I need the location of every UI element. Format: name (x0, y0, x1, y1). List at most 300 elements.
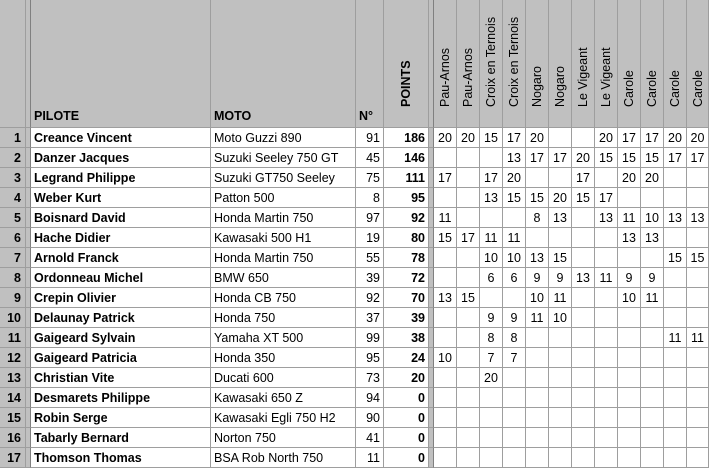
header-race-8[interactable] (595, 0, 618, 128)
cell-race-score[interactable] (595, 368, 618, 388)
cell-race-score[interactable]: 20 (457, 128, 480, 148)
cell-moto[interactable]: Yamaha XT 500 (211, 328, 356, 348)
cell-race-score[interactable] (457, 408, 480, 428)
cell-race-score[interactable] (480, 388, 503, 408)
cell-race-score[interactable] (549, 128, 572, 148)
cell-race-score[interactable] (664, 388, 687, 408)
cell-race-score[interactable] (457, 308, 480, 328)
cell-race-score[interactable] (572, 208, 595, 228)
cell-race-score[interactable] (595, 308, 618, 328)
cell-race-score[interactable]: 20 (641, 168, 664, 188)
cell-race-score[interactable] (595, 448, 618, 468)
cell-race-score[interactable]: 9 (526, 268, 549, 288)
row-number[interactable]: 7 (0, 248, 26, 268)
row-number[interactable]: 16 (0, 428, 26, 448)
row-number[interactable]: 11 (0, 328, 26, 348)
cell-race-score[interactable]: 10 (434, 348, 457, 368)
row-number[interactable]: 15 (0, 408, 26, 428)
cell-race-score[interactable] (687, 448, 709, 468)
cell-race-score[interactable] (526, 408, 549, 428)
cell-race-score[interactable]: 17 (434, 168, 457, 188)
cell-race-score[interactable] (434, 448, 457, 468)
cell-race-score[interactable] (457, 448, 480, 468)
cell-race-score[interactable] (595, 228, 618, 248)
cell-race-score[interactable] (457, 248, 480, 268)
cell-race-score[interactable] (480, 148, 503, 168)
cell-moto[interactable]: Kawasaki 650 Z (211, 388, 356, 408)
cell-race-score[interactable]: 13 (503, 148, 526, 168)
cell-race-score[interactable]: 11 (549, 288, 572, 308)
cell-num[interactable]: 11 (356, 448, 384, 468)
cell-points[interactable]: 146 (384, 148, 429, 168)
cell-race-score[interactable]: 6 (503, 268, 526, 288)
cell-race-score[interactable] (664, 228, 687, 248)
cell-points[interactable]: 38 (384, 328, 429, 348)
cell-race-score[interactable] (618, 368, 641, 388)
header-num[interactable] (356, 0, 384, 128)
header-race-9[interactable] (618, 0, 641, 128)
row-number[interactable]: 13 (0, 368, 26, 388)
cell-pilote[interactable]: Gaigeard Sylvain (31, 328, 211, 348)
cell-num[interactable]: 39 (356, 268, 384, 288)
cell-num[interactable]: 91 (356, 128, 384, 148)
cell-race-score[interactable] (503, 388, 526, 408)
cell-race-score[interactable]: 10 (618, 288, 641, 308)
cell-race-score[interactable] (641, 248, 664, 268)
cell-race-score[interactable]: 11 (434, 208, 457, 228)
cell-race-score[interactable]: 10 (480, 248, 503, 268)
cell-race-score[interactable] (687, 368, 709, 388)
cell-points[interactable]: 186 (384, 128, 429, 148)
cell-race-score[interactable]: 15 (641, 148, 664, 168)
cell-race-score[interactable] (526, 228, 549, 248)
cell-race-score[interactable] (572, 428, 595, 448)
cell-race-score[interactable] (687, 188, 709, 208)
cell-pilote[interactable]: Ordonneau Michel (31, 268, 211, 288)
cell-race-score[interactable] (549, 168, 572, 188)
cell-race-score[interactable] (664, 368, 687, 388)
cell-race-score[interactable]: 20 (595, 128, 618, 148)
cell-race-score[interactable]: 15 (480, 128, 503, 148)
cell-race-score[interactable] (641, 308, 664, 328)
cell-race-score[interactable] (618, 448, 641, 468)
cell-race-score[interactable] (687, 428, 709, 448)
header-points[interactable] (384, 0, 429, 128)
cell-num[interactable]: 75 (356, 168, 384, 188)
header-race-12[interactable] (687, 0, 709, 128)
cell-points[interactable]: 0 (384, 448, 429, 468)
header-race-5[interactable] (526, 0, 549, 128)
cell-race-score[interactable]: 17 (572, 168, 595, 188)
cell-moto[interactable]: Kawasaki 500 H1 (211, 228, 356, 248)
cell-points[interactable]: 0 (384, 428, 429, 448)
cell-pilote[interactable]: Weber Kurt (31, 188, 211, 208)
cell-race-score[interactable]: 20 (526, 128, 549, 148)
cell-moto[interactable]: BSA Rob North 750 (211, 448, 356, 468)
cell-race-score[interactable] (526, 348, 549, 368)
cell-pilote[interactable]: Tabarly Bernard (31, 428, 211, 448)
cell-race-score[interactable] (549, 428, 572, 448)
row-number[interactable]: 9 (0, 288, 26, 308)
cell-pilote[interactable]: Boisnard David (31, 208, 211, 228)
cell-pilote[interactable]: Desmarets Philippe (31, 388, 211, 408)
cell-race-score[interactable]: 13 (572, 268, 595, 288)
cell-race-score[interactable] (526, 168, 549, 188)
cell-race-score[interactable]: 9 (641, 268, 664, 288)
cell-race-score[interactable] (457, 368, 480, 388)
cell-race-score[interactable] (641, 408, 664, 428)
cell-race-score[interactable]: 20 (549, 188, 572, 208)
cell-race-score[interactable] (457, 268, 480, 288)
cell-pilote[interactable]: Christian Vite (31, 368, 211, 388)
cell-race-score[interactable]: 7 (480, 348, 503, 368)
cell-points[interactable]: 70 (384, 288, 429, 308)
cell-race-score[interactable] (434, 308, 457, 328)
cell-num[interactable]: 8 (356, 188, 384, 208)
cell-race-score[interactable] (572, 128, 595, 148)
cell-race-score[interactable] (572, 248, 595, 268)
cell-race-score[interactable] (595, 248, 618, 268)
cell-race-score[interactable] (641, 188, 664, 208)
row-number[interactable]: 6 (0, 228, 26, 248)
cell-race-score[interactable]: 17 (641, 128, 664, 148)
cell-moto[interactable]: Honda Martin 750 (211, 208, 356, 228)
cell-race-score[interactable]: 9 (618, 268, 641, 288)
cell-race-score[interactable]: 15 (457, 288, 480, 308)
cell-race-score[interactable] (572, 288, 595, 308)
cell-race-score[interactable]: 13 (595, 208, 618, 228)
cell-race-score[interactable] (687, 228, 709, 248)
cell-moto[interactable]: Moto Guzzi 890 (211, 128, 356, 148)
cell-race-score[interactable] (549, 388, 572, 408)
cell-pilote[interactable]: Delaunay Patrick (31, 308, 211, 328)
cell-race-score[interactable]: 11 (687, 328, 709, 348)
cell-race-score[interactable]: 10 (503, 248, 526, 268)
cell-race-score[interactable] (549, 328, 572, 348)
cell-race-score[interactable]: 15 (687, 248, 709, 268)
cell-race-score[interactable] (549, 368, 572, 388)
cell-pilote[interactable]: Hache Didier (31, 228, 211, 248)
row-number[interactable]: 17 (0, 448, 26, 468)
cell-points[interactable]: 39 (384, 308, 429, 328)
cell-race-score[interactable] (664, 168, 687, 188)
cell-race-score[interactable] (480, 428, 503, 448)
cell-race-score[interactable] (457, 188, 480, 208)
cell-race-score[interactable]: 11 (526, 308, 549, 328)
cell-race-score[interactable]: 17 (480, 168, 503, 188)
cell-moto[interactable]: BMW 650 (211, 268, 356, 288)
cell-moto[interactable]: Suzuki GT750 Seeley (211, 168, 356, 188)
cell-race-score[interactable]: 13 (641, 228, 664, 248)
cell-race-score[interactable]: 20 (503, 168, 526, 188)
cell-race-score[interactable]: 15 (664, 248, 687, 268)
cell-race-score[interactable]: 15 (595, 148, 618, 168)
row-number[interactable]: 12 (0, 348, 26, 368)
cell-race-score[interactable] (641, 448, 664, 468)
cell-points[interactable]: 24 (384, 348, 429, 368)
cell-race-score[interactable]: 8 (503, 328, 526, 348)
cell-race-score[interactable]: 13 (687, 208, 709, 228)
cell-race-score[interactable]: 15 (572, 188, 595, 208)
cell-race-score[interactable] (457, 328, 480, 348)
cell-num[interactable]: 55 (356, 248, 384, 268)
cell-race-score[interactable]: 17 (595, 188, 618, 208)
cell-race-score[interactable] (572, 308, 595, 328)
cell-race-score[interactable] (549, 348, 572, 368)
cell-race-score[interactable]: 13 (664, 208, 687, 228)
cell-race-score[interactable]: 17 (457, 228, 480, 248)
cell-points[interactable]: 80 (384, 228, 429, 248)
cell-race-score[interactable] (503, 448, 526, 468)
cell-points[interactable]: 92 (384, 208, 429, 228)
cell-race-score[interactable] (457, 168, 480, 188)
cell-race-score[interactable] (526, 388, 549, 408)
cell-race-score[interactable] (687, 288, 709, 308)
header-moto[interactable] (211, 0, 356, 128)
cell-moto[interactable]: Honda CB 750 (211, 288, 356, 308)
cell-race-score[interactable] (503, 208, 526, 228)
cell-num[interactable]: 90 (356, 408, 384, 428)
cell-race-score[interactable] (457, 428, 480, 448)
cell-race-score[interactable] (549, 408, 572, 428)
cell-race-score[interactable] (549, 228, 572, 248)
cell-pilote[interactable]: Arnold Franck (31, 248, 211, 268)
row-number[interactable]: 3 (0, 168, 26, 188)
header-race-10[interactable] (641, 0, 664, 128)
cell-race-score[interactable] (549, 448, 572, 468)
cell-race-score[interactable] (595, 348, 618, 368)
cell-race-score[interactable]: 15 (549, 248, 572, 268)
row-number[interactable]: 1 (0, 128, 26, 148)
cell-race-score[interactable]: 10 (549, 308, 572, 328)
cell-race-score[interactable]: 9 (549, 268, 572, 288)
cell-race-score[interactable]: 20 (687, 128, 709, 148)
cell-race-score[interactable] (434, 188, 457, 208)
cell-pilote[interactable]: Gaigeard Patricia (31, 348, 211, 368)
cell-race-score[interactable] (526, 328, 549, 348)
cell-race-score[interactable]: 9 (503, 308, 526, 328)
cell-race-score[interactable]: 17 (618, 128, 641, 148)
cell-points[interactable]: 0 (384, 388, 429, 408)
cell-race-score[interactable] (434, 328, 457, 348)
cell-race-score[interactable] (503, 368, 526, 388)
cell-num[interactable]: 19 (356, 228, 384, 248)
cell-race-score[interactable]: 17 (664, 148, 687, 168)
cell-race-score[interactable]: 20 (618, 168, 641, 188)
cell-race-score[interactable] (526, 448, 549, 468)
cell-race-score[interactable]: 20 (434, 128, 457, 148)
cell-moto[interactable]: Kawasaki Egli 750 H2 (211, 408, 356, 428)
cell-pilote[interactable]: Legrand Philippe (31, 168, 211, 188)
cell-race-score[interactable] (480, 288, 503, 308)
cell-race-score[interactable] (595, 408, 618, 428)
cell-race-score[interactable] (664, 268, 687, 288)
cell-race-score[interactable] (641, 428, 664, 448)
cell-points[interactable]: 72 (384, 268, 429, 288)
cell-race-score[interactable] (618, 308, 641, 328)
cell-pilote[interactable]: Crepin Olivier (31, 288, 211, 308)
cell-moto[interactable]: Honda 350 (211, 348, 356, 368)
cell-race-score[interactable] (434, 428, 457, 448)
cell-race-score[interactable] (457, 388, 480, 408)
row-number[interactable]: 8 (0, 268, 26, 288)
cell-race-score[interactable]: 13 (549, 208, 572, 228)
cell-num[interactable]: 94 (356, 388, 384, 408)
cell-race-score[interactable]: 11 (480, 228, 503, 248)
cell-race-score[interactable] (664, 448, 687, 468)
row-number[interactable]: 5 (0, 208, 26, 228)
cell-race-score[interactable] (664, 308, 687, 328)
cell-race-score[interactable] (572, 408, 595, 428)
cell-race-score[interactable] (434, 268, 457, 288)
cell-moto[interactable]: Honda 750 (211, 308, 356, 328)
cell-race-score[interactable] (434, 388, 457, 408)
cell-race-score[interactable] (641, 348, 664, 368)
header-race-3[interactable] (480, 0, 503, 128)
row-number[interactable]: 14 (0, 388, 26, 408)
row-number[interactable]: 4 (0, 188, 26, 208)
cell-points[interactable]: 95 (384, 188, 429, 208)
cell-race-score[interactable]: 17 (526, 148, 549, 168)
cell-race-score[interactable] (434, 368, 457, 388)
cell-race-score[interactable]: 20 (572, 148, 595, 168)
cell-pilote[interactable]: Thomson Thomas (31, 448, 211, 468)
cell-race-score[interactable] (480, 448, 503, 468)
cell-race-score[interactable] (572, 368, 595, 388)
header-race-1[interactable] (434, 0, 457, 128)
cell-num[interactable]: 95 (356, 348, 384, 368)
cell-race-score[interactable] (480, 208, 503, 228)
cell-race-score[interactable] (457, 208, 480, 228)
cell-race-score[interactable] (595, 328, 618, 348)
cell-race-score[interactable] (457, 148, 480, 168)
cell-race-score[interactable]: 17 (503, 128, 526, 148)
cell-race-score[interactable] (618, 388, 641, 408)
cell-pilote[interactable]: Robin Serge (31, 408, 211, 428)
cell-race-score[interactable]: 9 (480, 308, 503, 328)
header-race-2[interactable] (457, 0, 480, 128)
cell-pilote[interactable]: Creance Vincent (31, 128, 211, 148)
header-race-7[interactable] (572, 0, 595, 128)
cell-points[interactable]: 20 (384, 368, 429, 388)
cell-race-score[interactable]: 20 (480, 368, 503, 388)
cell-race-score[interactable] (595, 168, 618, 188)
cell-race-score[interactable]: 10 (526, 288, 549, 308)
cell-num[interactable]: 73 (356, 368, 384, 388)
cell-race-score[interactable] (664, 188, 687, 208)
cell-race-score[interactable] (457, 348, 480, 368)
row-number[interactable]: 10 (0, 308, 26, 328)
cell-num[interactable]: 41 (356, 428, 384, 448)
cell-race-score[interactable] (595, 388, 618, 408)
cell-race-score[interactable]: 8 (480, 328, 503, 348)
header-race-11[interactable] (664, 0, 687, 128)
cell-race-score[interactable] (503, 288, 526, 308)
cell-race-score[interactable] (641, 388, 664, 408)
cell-num[interactable]: 97 (356, 208, 384, 228)
cell-num[interactable]: 99 (356, 328, 384, 348)
cell-race-score[interactable] (434, 248, 457, 268)
cell-race-score[interactable] (687, 268, 709, 288)
cell-moto[interactable]: Ducati 600 (211, 368, 356, 388)
cell-race-score[interactable] (572, 388, 595, 408)
cell-race-score[interactable] (687, 408, 709, 428)
cell-points[interactable]: 78 (384, 248, 429, 268)
cell-race-score[interactable] (687, 388, 709, 408)
header-race-6[interactable] (549, 0, 572, 128)
cell-race-score[interactable]: 11 (641, 288, 664, 308)
cell-points[interactable]: 111 (384, 168, 429, 188)
cell-race-score[interactable] (618, 428, 641, 448)
cell-race-score[interactable]: 13 (526, 248, 549, 268)
cell-race-score[interactable] (480, 408, 503, 428)
cell-race-score[interactable] (687, 308, 709, 328)
cell-race-score[interactable]: 13 (434, 288, 457, 308)
cell-race-score[interactable]: 11 (664, 328, 687, 348)
cell-race-score[interactable]: 15 (434, 228, 457, 248)
cell-race-score[interactable] (572, 328, 595, 348)
cell-race-score[interactable] (618, 188, 641, 208)
cell-race-score[interactable] (572, 448, 595, 468)
cell-race-score[interactable] (503, 408, 526, 428)
cell-race-score[interactable]: 15 (526, 188, 549, 208)
cell-moto[interactable]: Suzuki Seeley 750 GT (211, 148, 356, 168)
cell-race-score[interactable]: 17 (549, 148, 572, 168)
header-race-4[interactable] (503, 0, 526, 128)
cell-race-score[interactable]: 15 (618, 148, 641, 168)
cell-race-score[interactable]: 7 (503, 348, 526, 368)
row-number[interactable]: 2 (0, 148, 26, 168)
cell-race-score[interactable] (618, 348, 641, 368)
cell-race-score[interactable] (595, 288, 618, 308)
cell-race-score[interactable]: 11 (618, 208, 641, 228)
cell-race-score[interactable]: 20 (664, 128, 687, 148)
cell-race-score[interactable] (664, 348, 687, 368)
cell-race-score[interactable] (434, 408, 457, 428)
cell-race-score[interactable] (618, 248, 641, 268)
cell-race-score[interactable]: 10 (641, 208, 664, 228)
cell-num[interactable]: 45 (356, 148, 384, 168)
cell-race-score[interactable] (687, 168, 709, 188)
cell-race-score[interactable]: 11 (503, 228, 526, 248)
cell-num[interactable]: 92 (356, 288, 384, 308)
cell-race-score[interactable] (572, 228, 595, 248)
cell-race-score[interactable] (618, 328, 641, 348)
cell-moto[interactable]: Honda Martin 750 (211, 248, 356, 268)
cell-race-score[interactable] (664, 428, 687, 448)
cell-race-score[interactable] (503, 428, 526, 448)
cell-points[interactable]: 0 (384, 408, 429, 428)
cell-race-score[interactable]: 13 (618, 228, 641, 248)
cell-race-score[interactable] (641, 368, 664, 388)
cell-race-score[interactable]: 11 (595, 268, 618, 288)
cell-race-score[interactable] (687, 348, 709, 368)
cell-race-score[interactable] (595, 428, 618, 448)
cell-race-score[interactable] (526, 368, 549, 388)
cell-race-score[interactable] (618, 408, 641, 428)
cell-race-score[interactable] (641, 328, 664, 348)
cell-race-score[interactable] (434, 148, 457, 168)
cell-race-score[interactable]: 17 (687, 148, 709, 168)
header-pilote[interactable] (31, 0, 211, 128)
cell-race-score[interactable]: 15 (503, 188, 526, 208)
cell-race-score[interactable] (526, 428, 549, 448)
cell-race-score[interactable] (664, 408, 687, 428)
cell-moto[interactable]: Patton 500 (211, 188, 356, 208)
cell-race-score[interactable]: 13 (480, 188, 503, 208)
cell-race-score[interactable] (664, 288, 687, 308)
cell-race-score[interactable]: 6 (480, 268, 503, 288)
